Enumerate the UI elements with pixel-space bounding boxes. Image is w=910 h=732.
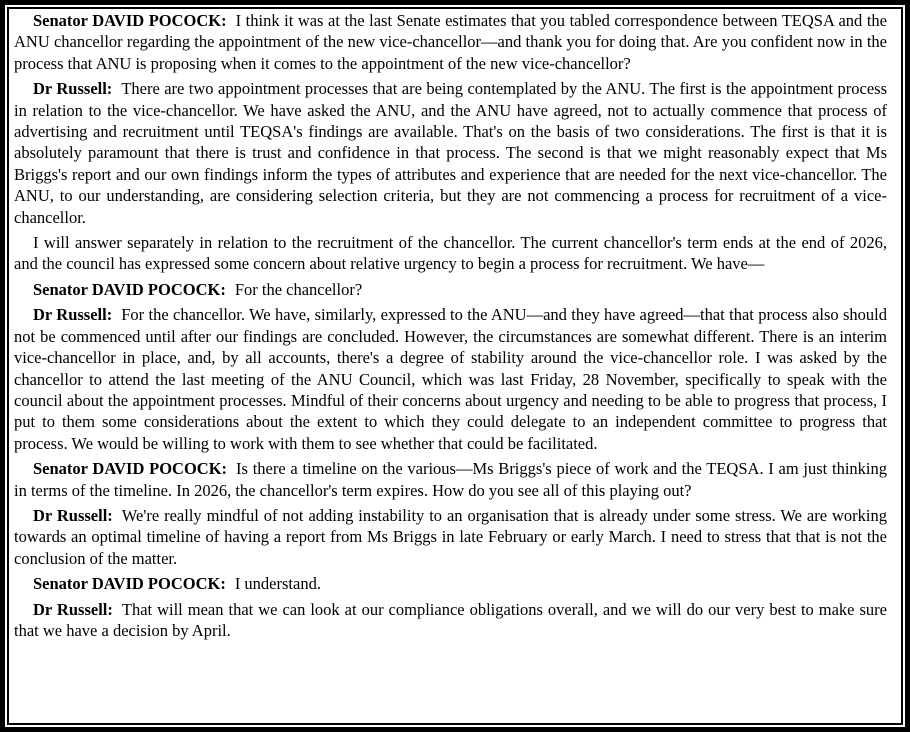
paragraph-text: I understand. bbox=[234, 574, 321, 594]
speaker-name: Dr Russell: bbox=[33, 79, 113, 99]
paragraph-text: I think it was at the last Senate estimates that you tabled correspondence between TEQSA and the ANU chancellor regarding the appointment of the new vice-chancellor—and thank you for doing that. Are you confident now in the process that ANU is proposing when it comes to the appointment of the new vice-chancellor? bbox=[14, 11, 887, 73]
paragraph-text: I will answer separately in relation to the recruitment of the chancellor. The current chancellor's term ends at the end of 2026, and the council has expressed some concern about relative urgency to begin a process for recruitment. We have— bbox=[14, 233, 887, 274]
paragraph-text: For the chancellor. We have, similarly, expressed to the ANU—and they have agreed—that that process also should not be commenced until after our findings are concluded. However, the circumstances are somewhat different. There is an interim vice-chancellor in place, and, by all accounts, there's a degree of stability around the vice-chancellor role. I was asked by the chancellor to attend the last meeting of the ANU Council, which was last Friday, 28 November, specifically to speak with the council about the appointment processes. Mindful of their concerns about urgency and needing to be able to progress that process, I put to them some considerations about the extent to which they could delegate to an independent committee to progress that process. We would be willing to work with them to see whether that could be facilitated. bbox=[14, 305, 888, 453]
transcript-paragraph bbox=[14, 232, 887, 275]
transcript-paragraph bbox=[14, 10, 887, 74]
speaker-name: Dr Russell: bbox=[33, 599, 113, 619]
page-inner-frame bbox=[7, 7, 903, 725]
speaker-name: Senator DAVID POCOCK: bbox=[33, 279, 226, 299]
paragraph-text: For the chancellor? bbox=[234, 279, 363, 299]
speaker-name: Senator DAVID POCOCK: bbox=[33, 11, 227, 30]
transcript-paragraph bbox=[14, 279, 887, 300]
transcript-paragraph bbox=[14, 78, 887, 228]
transcript-body bbox=[14, 10, 887, 641]
speaker-name: Senator DAVID POCOCK: bbox=[33, 574, 226, 594]
paragraph-text: Is there a timeline on the various—Ms Briggs's piece of work and the TEQSA. I am just thinking in terms of the timeline. In 2026, the chancellor's term expires. How do you see all of this playing out? bbox=[14, 459, 888, 500]
paragraph-text: We're really mindful of not adding instability to an organisation that is already under some stress. We are working towards an optimal timeline of having a report from Ms Briggs in late February or early March. I need to stress that that is not the conclusion of the matter. bbox=[14, 505, 887, 568]
speaker-name: Dr Russell: bbox=[33, 305, 113, 325]
transcript-paragraph bbox=[14, 599, 887, 642]
paragraph-text: There are two appointment processes that are being contemplated by the ANU. The first is the appointment process in relation to the vice-chancellor. We have asked the ANU, and the ANU have agreed, not to actually commence that process of advertising and recruitment until TEQSA's findings are available. That's on the basis of two considerations. The first is that it is absolutely paramount that there is trust and confidence in that process. The second is that we might reasonably expect that Ms Briggs's report and our own findings inform the types of attributes and experience that are needed for the next vice-chancellor. The ANU, to our understanding, are considering selection criteria, but they are not commencing a process for recruitment of a vice-chancellor. bbox=[14, 79, 887, 227]
transcript-paragraph bbox=[14, 304, 887, 454]
speaker-name: Dr Russell: bbox=[33, 505, 113, 525]
speaker-name: Senator DAVID POCOCK: bbox=[33, 459, 228, 479]
paragraph-text: That will mean that we can look at our compliance obligations overall, and we will do our very best to make sure that we have a decision by April. bbox=[14, 599, 887, 640]
transcript-paragraph bbox=[14, 505, 887, 569]
transcript-paragraph bbox=[14, 458, 887, 501]
transcript-paragraph bbox=[14, 573, 887, 594]
